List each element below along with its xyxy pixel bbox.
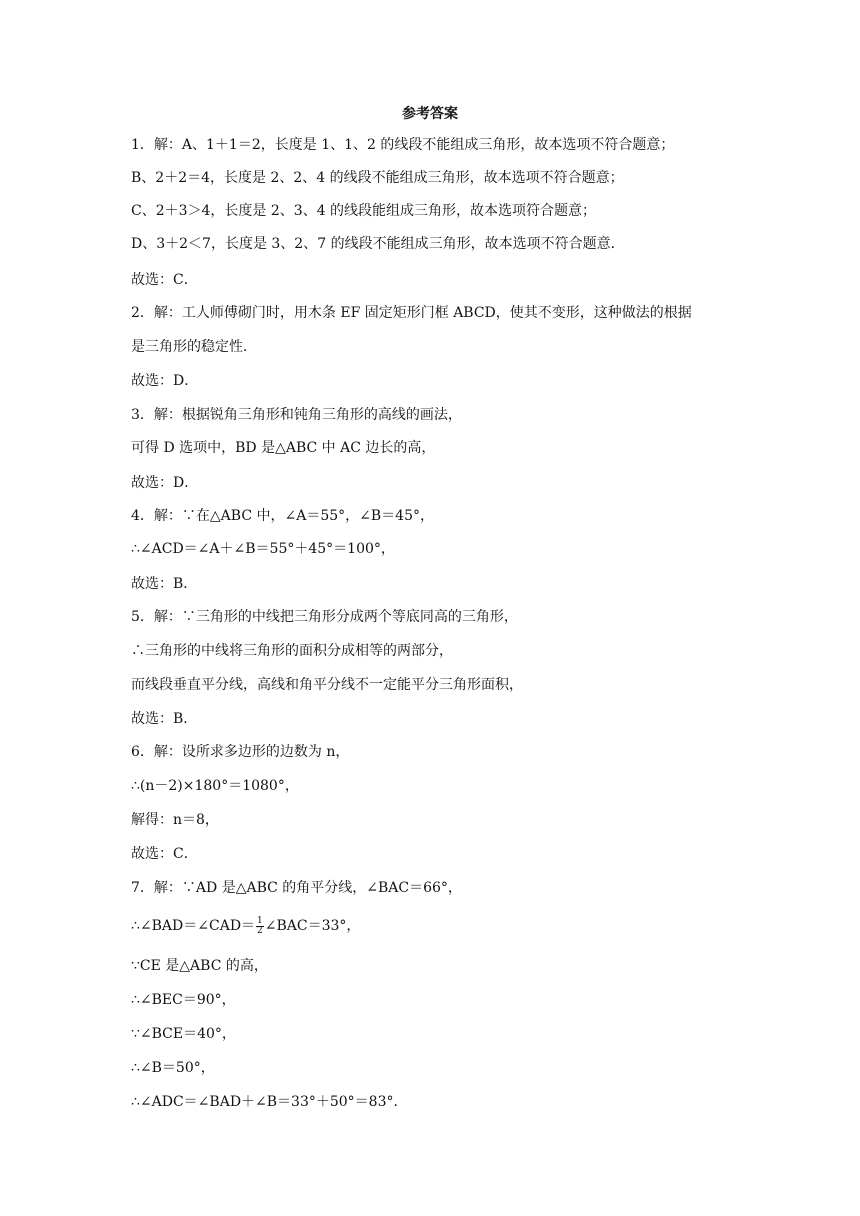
- fraction-line-after: ∠BAC＝33°，: [264, 918, 361, 934]
- answer-line: D、3＋2＜7，长度是 3、2、7 的线段不能组成三角形，故本选项不符合题意．: [131, 236, 625, 252]
- answer-line: 解得：n＝8，: [131, 812, 219, 828]
- answer-line: 6．解：设所求多边形的边数为 n，: [131, 744, 350, 760]
- fraction: [256, 917, 264, 936]
- page-title: 参考答案: [402, 106, 458, 122]
- fraction-line-before: ∴∠BAD＝∠CAD＝: [131, 918, 256, 934]
- answer-line: 故选：C．: [131, 272, 198, 288]
- answer-line: 故选：D．: [131, 373, 199, 389]
- answer-line: ∴∠B＝50°，: [131, 1060, 215, 1076]
- answer-line: 故选：B．: [131, 576, 198, 592]
- answer-line: ∴三角形的中线将三角形的面积分成相等的两部分，: [131, 643, 453, 659]
- answer-line: 故选：D．: [131, 475, 199, 491]
- answer-line: ∵∠BCE＝40°，: [131, 1026, 236, 1042]
- answer-line: 1．解：A、1＋1＝2，长度是 1、1、2 的线段不能组成三角形，故本选项不符合题意；: [131, 137, 675, 153]
- answer-line: B、2＋2＝4，长度是 2、2、4 的线段不能组成三角形，故本选项不符合题意；: [131, 170, 624, 186]
- answer-line: 故选：C．: [131, 846, 198, 862]
- answer-line: 可得 D 选项中，BD 是△ABC 中 AC 边长的高，: [131, 440, 436, 456]
- answer-line: 是三角形的稳定性．: [131, 339, 257, 355]
- answer-line: ∴∠BEC＝90°，: [131, 992, 236, 1008]
- answer-line: ∴(n－2)×180°＝1080°，: [131, 778, 299, 794]
- answer-line-fraction: [131, 916, 751, 936]
- answer-line: 故选：B．: [131, 711, 198, 727]
- answer-line: C、2＋3＞4，长度是 2、3、4 的线段能组成三角形，故本选项符合题意；: [131, 203, 597, 219]
- fraction-numerator: 1: [257, 915, 263, 926]
- answer-line: 3．解：根据锐角三角形和钝角三角形的高线的画法，: [131, 407, 462, 423]
- fraction-denominator: 2: [257, 925, 263, 936]
- answer-line: ∴∠ACD＝∠A＋∠B＝55°＋45°＝100°，: [131, 541, 395, 557]
- answer-line: 2．解：工人师傅砌门时，用木条 EF 固定矩形门框 ABCD，使其不变形，这种做法的根据: [131, 305, 692, 321]
- answer-line: 4．解：∵在△ABC 中，∠A＝55°，∠B＝45°，: [131, 508, 434, 524]
- answer-line: 而线段垂直平分线，高线和角平分线不一定能平分三角形面积，: [131, 677, 523, 693]
- answer-line: 7．解：∵AD 是△ABC 的角平分线，∠BAC＝66°，: [131, 880, 462, 896]
- answer-line: ∴∠ADC＝∠BAD＋∠B＝33°＋50°＝83°．: [131, 1094, 408, 1110]
- answer-line: ∵CE 是△ABC 的高，: [131, 958, 268, 974]
- answer-line: 5．解：∵三角形的中线把三角形分成两个等底同高的三角形，: [131, 609, 518, 625]
